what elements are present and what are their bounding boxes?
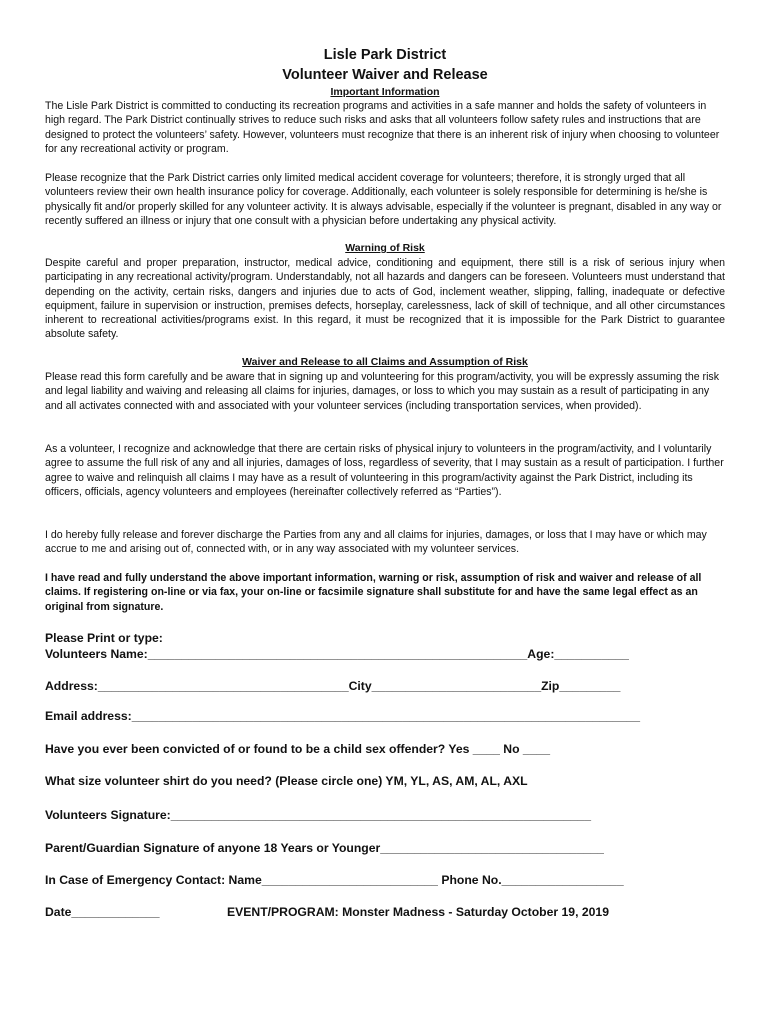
guardian-signature-field[interactable]: Parent/Guardian Signature of anyone 18 Years or Younger_________________________________: [45, 841, 604, 855]
form-title: Volunteer Waiver and Release: [282, 67, 488, 83]
date-field[interactable]: Date_____________: [45, 905, 160, 919]
waiver-paragraph-1: Please read this form carefully and be aware that in signing up and volunteering for this program/activity, you will be expressly assuming the risk and legal liability and waiving and releasing all claims for injuries, damages, or loss to which you may sustain as a result of participating in any and all activates connected with and associated with your volunteer services (including transportation services, when provided).: [45, 371, 720, 412]
shirt-size-question[interactable]: What size volunteer shirt do you need? (Please circle one) YM, YL, AS, AM, AL, AXL: [45, 774, 528, 788]
volunteer-name-field[interactable]: Volunteers Name:________________________________________________________Age:___________: [45, 647, 629, 661]
address-field[interactable]: Address:_____________________________________City_________________________Zip_________: [45, 679, 621, 693]
waiver-paragraph-2: As a volunteer, I recognize and acknowledge that there are certain risks of physical injury to volunteers in the program/activity, and I voluntarily agree to assume the full risk of any and all injuries, damages of loss, regardless of severity, that I may sustain as a result of participation. I further agree to waive and relinquish all claims I may have as a result of volunteering in this program/activity against the Park District, including its officers, officials, agency volunteers and employees (hereinafter collectively referred as “Parties”).: [45, 443, 724, 498]
event-program-label: EVENT/PROGRAM: Monster Madness - Saturday October 19, 2019: [227, 905, 609, 919]
emergency-contact-field[interactable]: In Case of Emergency Contact: Name__________________________ Phone No.__________________: [45, 873, 624, 887]
print-prompt: Please Print or type:: [45, 631, 163, 645]
offender-question[interactable]: Have you ever been convicted of or found to be a child sex offender? Yes ____ No ____: [45, 742, 551, 756]
waiver-paragraph-3: I do hereby fully release and forever discharge the Parties from any and all claims for injuries, damages, or loss that I may have or which may accrue to me and arising out of, connected with, or in any way associated with my volunteer services.: [45, 529, 707, 556]
warning-of-risk-paragraph: Despite careful and proper preparation, instructor, medical advice, conditioning and equipment, there still is a risk of serious injury when participating in any recreational activity/program. Understandably, not all hazards and dangers can be foreseen. Volunteers must understand that depending on the activity, certain risks, dangers and injuries due to acts of God, inclement weather, slipping, falling, inadequate or defective equipment, failure in supervision or instruction, premises defects, horseplay, carelessness, lack of skill of technique, and all other circumstances inherent to recreational activities/programs exist. In this regard, it must be recognized that it is impossible for the Park District to guarantee absolute safety.: [45, 257, 725, 341]
warning-of-risk-heading: Warning of Risk: [345, 242, 425, 254]
acknowledgement-statement: I have read and fully understand the above important information, warning or risk, assumption of risk and waiver and release of all claims. If registering on-line or via fax, your on-line or facsimile signature shall substitute for and have the same legal effect as an original from signature.: [45, 572, 702, 613]
org-title: Lisle Park District: [323, 47, 447, 63]
important-info-paragraph-2: Please recognize that the Park District carries only limited medical accident coverage for volunteers; therefore, it is strongly urged that all volunteers review their own health insurance policy for coverage. Additionally, each volunteer is solely responsible for determining is he/she is physically fit and/or properly skilled for any volunteer activity. It is always advisable, especially if the volunteer is pregnant, disabled in any way or recently suffered an illness or injury that one consult with a physician before undertaking any physical activity.: [45, 172, 722, 227]
waiver-heading: Waiver and Release to all Claims and Assumption of Risk: [242, 356, 528, 368]
email-field[interactable]: Email address:___________________________________________________________________________: [45, 709, 641, 723]
important-info-heading: Important Information: [330, 86, 440, 98]
volunteer-signature-field[interactable]: Volunteers Signature:______________________________________________________________: [45, 808, 591, 822]
important-info-paragraph-1: The Lisle Park District is committed to conducting its recreation programs and activities in a safe manner and holds the safety of volunteers in high regard. The Park District continually strives to reduce such risks and asks that all volunteers follow safety rules and instructions that are designed to protect the volunteers’ safety. However, volunteers must recognize that there is an inherent risk of injury when choosing to volunteer for any recreational activity or program.: [45, 100, 720, 155]
